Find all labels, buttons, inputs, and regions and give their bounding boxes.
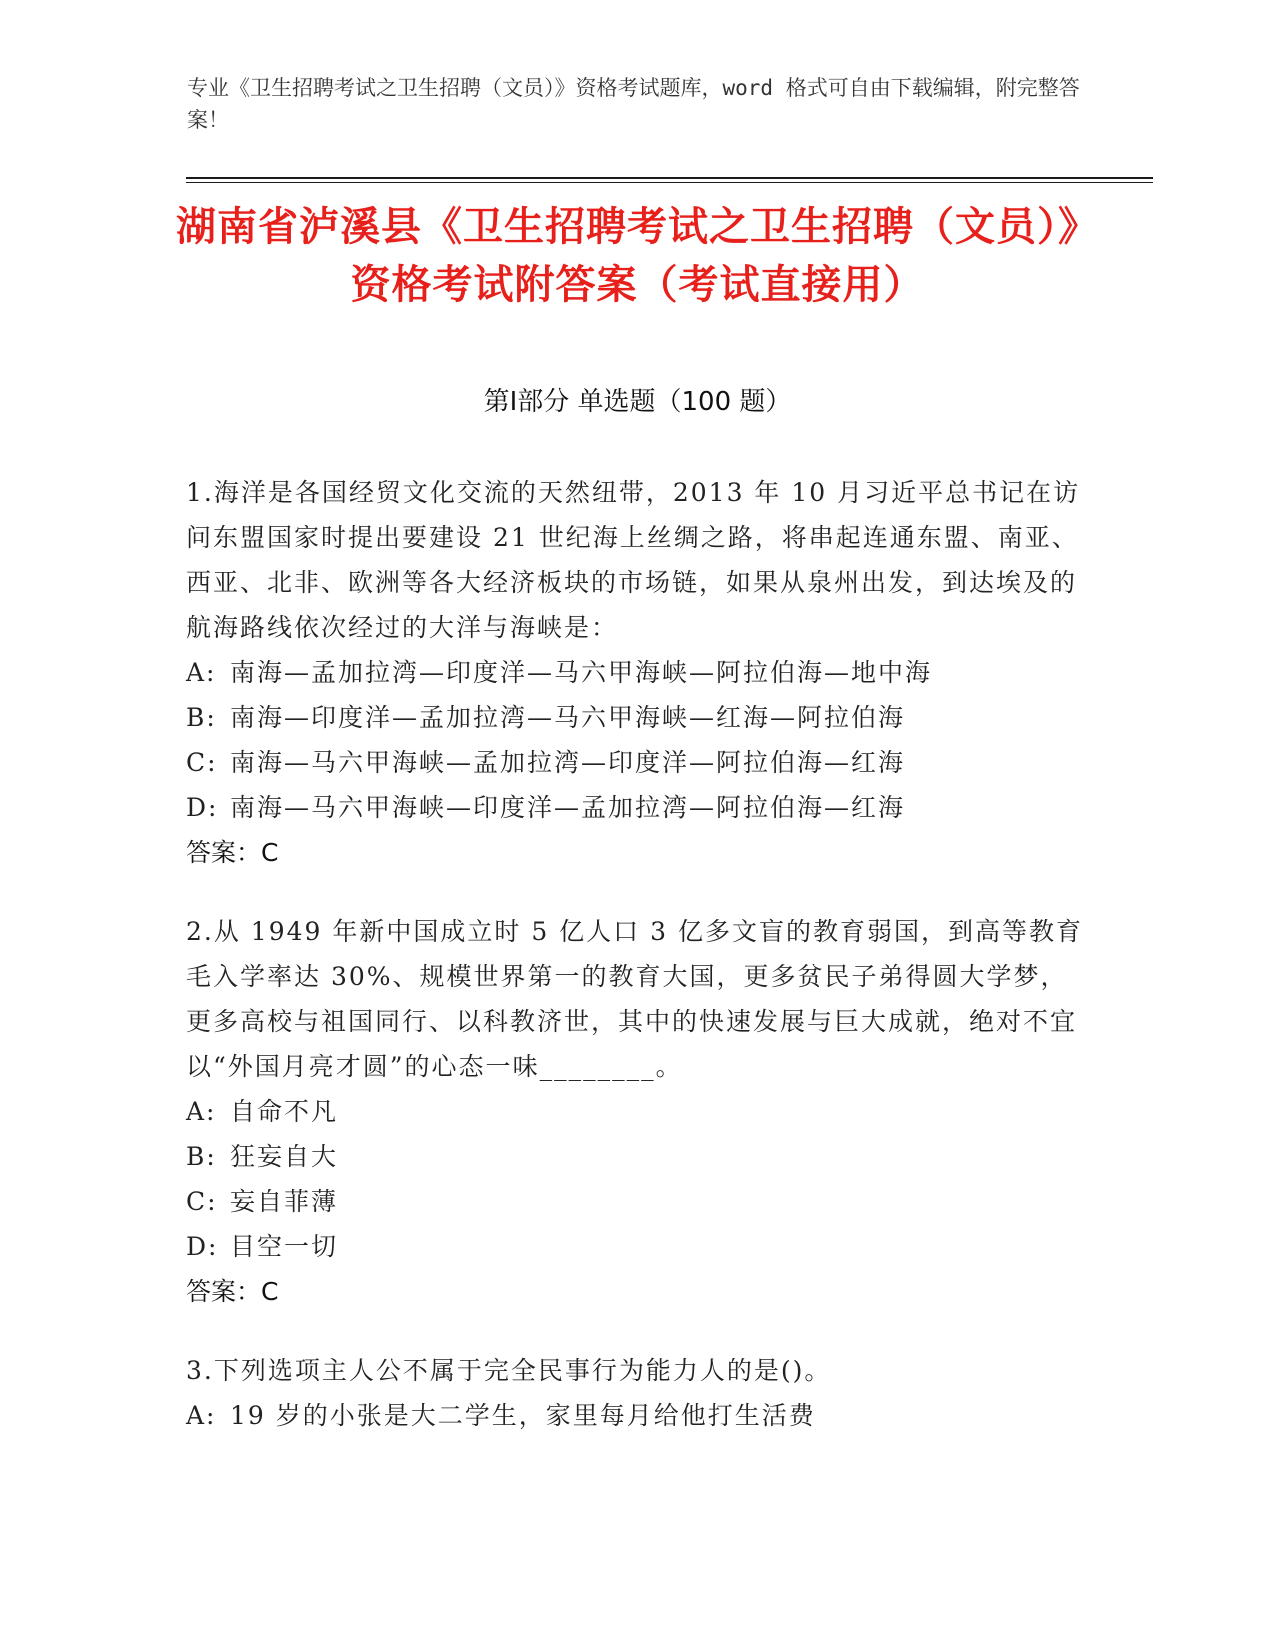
option-c (186, 740, 1086, 785)
option-letter: A: (186, 658, 217, 687)
option-text: 南海—印度洋—孟加拉湾—马六甲海峡—红海—阿拉伯海 (230, 703, 906, 732)
option-b (186, 1134, 1086, 1179)
option-a (186, 1393, 1086, 1438)
option-letter: A: (186, 1401, 217, 1430)
question-list (186, 470, 1086, 1472)
document-title: 湖南省泸溪县《卫生招聘考试之卫生招聘（文员）》资格考试附答案（考试直接用） (176, 204, 1099, 308)
question-stem: 3.下列选项主人公不属于完全民事行为能力人的是()。 (186, 1356, 832, 1385)
option-text: 妄自菲薄 (230, 1187, 339, 1216)
option-text: 自命不凡 (230, 1097, 339, 1126)
option-d (186, 785, 1086, 830)
option-d (186, 1224, 1086, 1269)
question-1 (186, 470, 1086, 875)
option-letter: B: (186, 703, 217, 732)
option-text: 南海—孟加拉湾—印度洋—马六甲海峡—阿拉伯海—地中海 (230, 658, 933, 687)
section-title: 第Ⅰ部分 单选题（100 题） (483, 387, 792, 417)
option-text: 狂妄自大 (230, 1142, 339, 1171)
answer-line: 答案：C (186, 838, 279, 867)
option-a (186, 1089, 1086, 1134)
question-stem: 1.海洋是各国经贸文化交流的天然纽带，2013 年 10 月习近平总书记在访问东盟国家时提出要建设 21 世纪海上丝绸之路，将串起连通东盟、南亚、西亚、北非、欧洲等各大经济板块的市场链，如果从泉州出发，到达埃及的航海路线依次经过的大洋与海峡是： (186, 478, 1081, 642)
answer-line: 答案：C (186, 1277, 279, 1306)
option-b (186, 695, 1086, 740)
question-stem: 2.从 1949 年新中国成立时 5 亿人口 3 亿多文盲的教育弱国，到高等教育毛入学率达 30%、规模世界第一的教育大国，更多贫民子弟得圆大学梦，更多高校与祖国同行、以科教济世，其中的快速发展与巨大成就，绝对不宜以“外国月亮才圆”的心态一味________。 (186, 917, 1083, 1081)
option-letter: C: (186, 748, 218, 777)
header-divider-thick (186, 177, 1153, 179)
option-letter: D: (186, 793, 219, 822)
option-letter: C: (186, 1187, 218, 1216)
question-2 (186, 909, 1086, 1314)
option-c (186, 1179, 1086, 1224)
header-note: 专业《卫生招聘考试之卫生招聘（文员）》资格考试题库，word 格式可自由下载编辑，附完整答案！ (187, 76, 1080, 132)
option-text: 19 岁的小张是大二学生，家里每月给他打生活费 (230, 1401, 816, 1430)
option-a (186, 650, 1086, 695)
option-letter: B: (186, 1142, 217, 1171)
option-letter: D: (186, 1232, 219, 1261)
question-3 (186, 1348, 1086, 1438)
option-text: 南海—马六甲海峡—孟加拉湾—印度洋—阿拉伯海—红海 (230, 748, 906, 777)
option-text: 目空一切 (230, 1232, 339, 1261)
option-letter: A: (186, 1097, 217, 1126)
header-divider-thin (186, 182, 1153, 183)
option-text: 南海—马六甲海峡—印度洋—孟加拉湾—阿拉伯海—红海 (230, 793, 906, 822)
